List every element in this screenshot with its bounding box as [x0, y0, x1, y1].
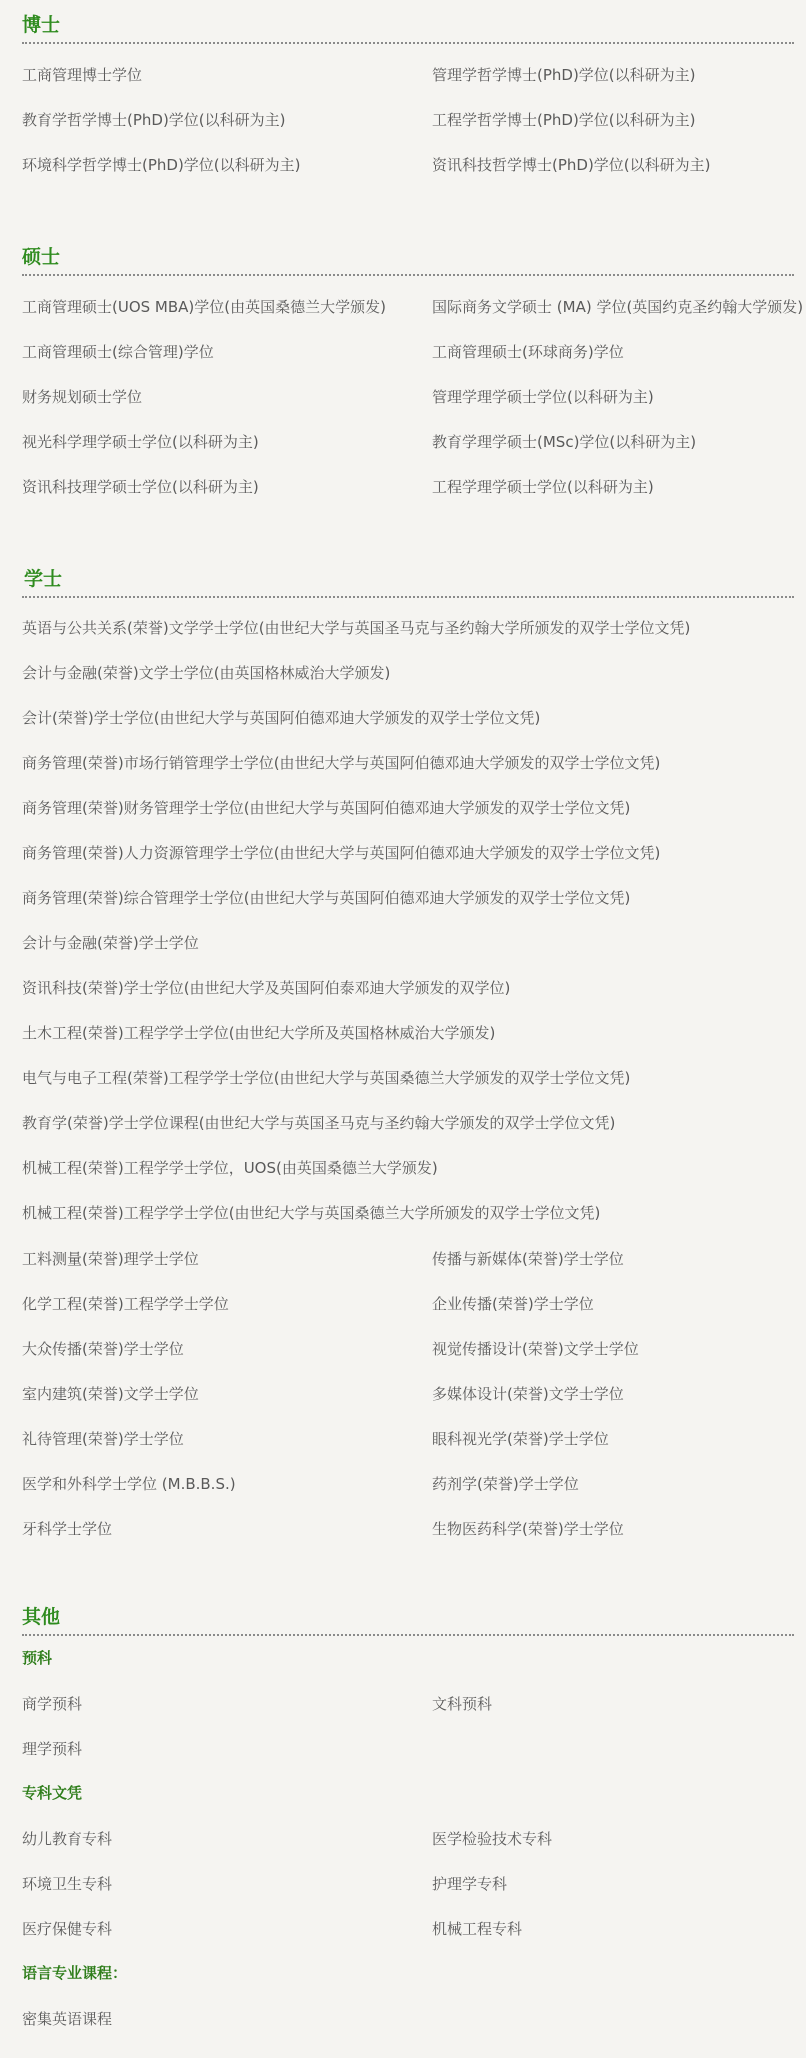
program-link[interactable]: 工商管理博士学位 [22, 66, 143, 84]
program-link[interactable]: 传播与新媒体(荣誉)学士学位 [432, 1250, 624, 1268]
program-link[interactable]: 多媒体设计(荣誉)文学士学位 [432, 1385, 624, 1403]
program-link[interactable]: 理学预科 [22, 1740, 83, 1758]
program-link[interactable]: 医疗保健专科 [22, 1920, 113, 1938]
program-link[interactable]: 商务管理(荣誉)市场行销管理学士学位(由世纪大学与英国阿伯德邓迪大学颁发的双学士学位文凭) [22, 754, 661, 772]
section-title-doctor: 博士 [22, 14, 61, 36]
section-other [22, 1604, 794, 2041]
list-row [22, 374, 794, 419]
program-link[interactable]: 工商管理硕士(环球商务)学位 [432, 343, 624, 361]
program-link[interactable]: 电气与电子工程(荣誉)工程学学士学位(由世纪大学与英国桑德兰大学颁发的双学士学位文凭) [22, 1069, 631, 1087]
bachelor-list [22, 606, 794, 1551]
list-row [22, 1461, 794, 1506]
program-link[interactable]: 生物医药科学(荣誉)学士学位 [432, 1520, 624, 1538]
list-row [22, 1861, 794, 1906]
divider [22, 596, 794, 598]
program-link[interactable]: 密集英语课程 [22, 2010, 113, 2028]
program-link[interactable]: 工料测量(荣誉)理学士学位 [22, 1250, 199, 1268]
program-link[interactable]: 室内建筑(荣誉)文学士学位 [22, 1385, 199, 1403]
program-link[interactable]: 管理学哲学博士(PhD)学位(以科研为主) [432, 66, 696, 84]
program-link[interactable]: 视光科学理学硕士学位(以科研为主) [22, 433, 259, 451]
program-link[interactable]: 教育学(荣誉)学士学位课程(由世纪大学与英国圣马克与圣约翰大学颁发的双学士学位文凭) [22, 1114, 616, 1132]
program-link[interactable]: 牙科学士学位 [22, 1520, 113, 1538]
list-row [22, 284, 804, 329]
subsection-title-prep: 预科 [22, 1649, 53, 1667]
program-link[interactable]: 管理学理学硕士学位(以科研为主) [432, 388, 654, 406]
program-link[interactable]: 环境科学哲学博士(PhD)学位(以科研为主) [22, 156, 301, 174]
program-link[interactable]: 土木工程(荣誉)工程学学士学位(由世纪大学所及英国格林威治大学颁发) [22, 1024, 496, 1042]
section-title-master: 硕士 [22, 246, 61, 268]
program-link[interactable]: 财务规划硕士学位 [22, 388, 143, 406]
program-link[interactable]: 文科预科 [432, 1695, 493, 1713]
program-link[interactable]: 工商管理硕士(UOS MBA)学位(由英国桑德兰大学颁发) [22, 298, 386, 316]
program-link[interactable]: 商务管理(荣誉)人力资源管理学士学位(由世纪大学与英国阿伯德邓迪大学颁发的双学士学位文凭) [22, 844, 661, 862]
program-link[interactable]: 教育学理学硕士(MSc)学位(以科研为主) [432, 433, 697, 451]
doctor-list [22, 52, 794, 187]
master-list [22, 284, 804, 509]
list-row [22, 1326, 794, 1371]
program-link[interactable]: 会计与金融(荣誉)文学士学位(由英国格林威治大学颁发) [22, 664, 391, 682]
program-link[interactable]: 大众传播(荣誉)学士学位 [22, 1340, 184, 1358]
program-link[interactable]: 资讯科技哲学博士(PhD)学位(以科研为主) [432, 156, 711, 174]
list-row [22, 1281, 794, 1326]
program-link[interactable]: 会计与金融(荣誉)学士学位 [22, 934, 199, 952]
section-bachelor [22, 566, 794, 1551]
list-row [22, 419, 794, 464]
section-master [22, 244, 804, 509]
divider [22, 274, 794, 276]
program-link[interactable]: 机械工程(荣誉)工程学学士学位，UOS(由英国桑德兰大学颁发) [22, 1159, 438, 1177]
list-row [22, 1236, 794, 1281]
subsection-title-diploma: 专科文凭 [22, 1784, 83, 1802]
program-link[interactable]: 药剂学(荣誉)学士学位 [432, 1475, 579, 1493]
program-link[interactable]: 医学检验技术专科 [432, 1830, 553, 1848]
list-row [22, 1416, 794, 1461]
subsection-title-language: 语言专业课程： [22, 1964, 128, 1982]
list-row [22, 1726, 794, 1771]
program-link[interactable]: 国际商务文学硕士 (MA) 学位(英国约克圣约翰大学颁发) [432, 298, 804, 316]
program-link[interactable]: 幼儿教育专科 [22, 1830, 113, 1848]
program-link[interactable]: 工程学理学硕士学位(以科研为主) [432, 478, 654, 496]
program-link[interactable]: 眼科视光学(荣誉)学士学位 [432, 1430, 609, 1448]
program-link[interactable]: 环境卫生专科 [22, 1875, 113, 1893]
program-link[interactable]: 化学工程(荣誉)工程学学士学位 [22, 1295, 229, 1313]
program-link[interactable]: 工程学哲学博士(PhD)学位(以科研为主) [432, 111, 696, 129]
program-link[interactable]: 企业传播(荣誉)学士学位 [432, 1295, 594, 1313]
program-link[interactable]: 英语与公共关系(荣誉)文学学士学位(由世纪大学与英国圣马克与圣约翰大学所颁发的双学士学位文凭) [22, 619, 691, 637]
list-row [22, 329, 794, 374]
other-list [22, 1636, 794, 2041]
program-link[interactable]: 资讯科技(荣誉)学士学位(由世纪大学及英国阿伯泰邓迪大学颁发的双学位) [22, 979, 511, 997]
divider [22, 42, 794, 44]
list-row [22, 142, 794, 187]
list-row [22, 1996, 794, 2041]
list-row [22, 1816, 794, 1861]
program-link[interactable]: 会计(荣誉)学士学位(由世纪大学与英国阿伯德邓迪大学颁发的双学士学位文凭) [22, 709, 541, 727]
program-link[interactable]: 视觉传播设计(荣誉)文学士学位 [432, 1340, 639, 1358]
list-row [22, 1371, 794, 1416]
section-title-bachelor: 学士 [24, 568, 63, 590]
program-link[interactable]: 商务管理(荣誉)财务管理学士学位(由世纪大学与英国阿伯德邓迪大学颁发的双学士学位文凭) [22, 799, 631, 817]
list-row [22, 1906, 794, 1951]
list-row [22, 1506, 794, 1551]
program-link[interactable]: 工商管理硕士(综合管理)学位 [22, 343, 214, 361]
list-row [22, 52, 794, 97]
program-link[interactable]: 商务管理(荣誉)综合管理学士学位(由世纪大学与英国阿伯德邓迪大学颁发的双学士学位文凭) [22, 889, 631, 907]
program-link[interactable]: 机械工程(荣誉)工程学学士学位(由世纪大学与英国桑德兰大学所颁发的双学士学位文凭) [22, 1204, 601, 1222]
program-link[interactable]: 机械工程专科 [432, 1920, 523, 1938]
list-row [22, 97, 794, 142]
program-link[interactable]: 教育学哲学博士(PhD)学位(以科研为主) [22, 111, 286, 129]
list-row [22, 1681, 794, 1726]
program-link[interactable]: 礼待管理(荣誉)学士学位 [22, 1430, 184, 1448]
program-link[interactable]: 护理学专科 [432, 1875, 508, 1893]
section-title-other: 其他 [22, 1606, 61, 1628]
list-row [22, 464, 794, 509]
section-doctor [22, 12, 794, 187]
program-link[interactable]: 资讯科技理学硕士学位(以科研为主) [22, 478, 259, 496]
program-link[interactable]: 商学预科 [22, 1695, 83, 1713]
program-link[interactable]: 医学和外科学士学位 (M.B.B.S.) [22, 1475, 236, 1493]
